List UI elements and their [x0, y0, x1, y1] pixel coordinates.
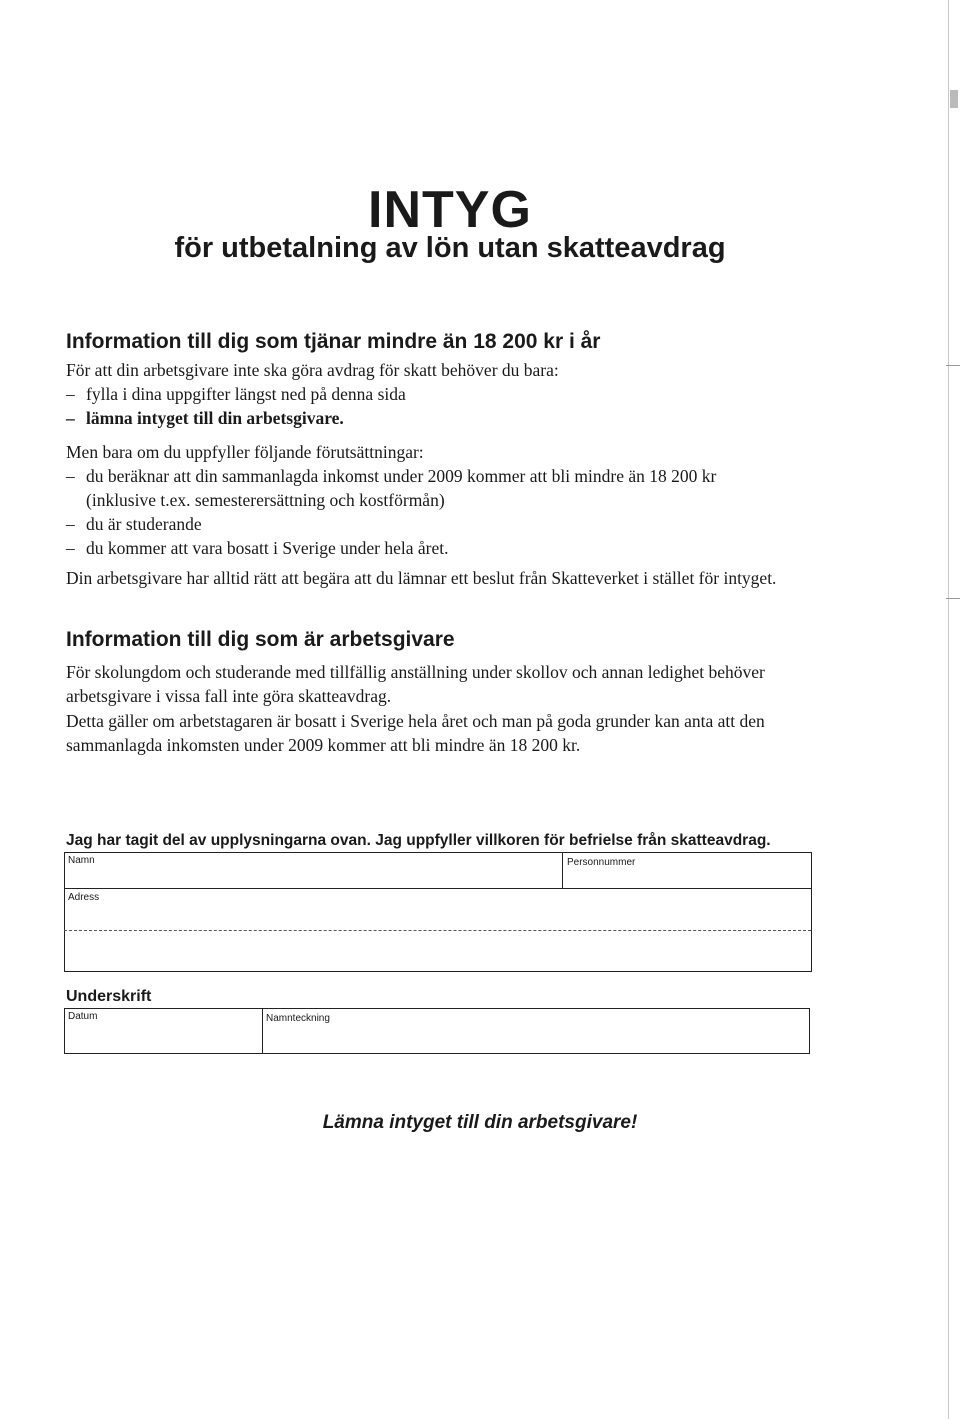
section1-intro: För att din arbetsgivare inte ska göra avdrag för skatt behöver du bara:	[66, 360, 559, 380]
conditions-intro: Men bara om du uppfyller följande förutsättningar:	[66, 442, 424, 462]
scan-edge-mark	[946, 365, 960, 366]
condition-text: du kommer att vara bosatt i Sverige under hela året.	[86, 538, 449, 558]
address-field[interactable]	[65, 889, 809, 969]
list-item: – du kommer att vara bosatt i Sverige under hela året.	[66, 538, 449, 558]
list-item: – lämna intyget till din arbetsgivare.	[66, 408, 344, 428]
condition-text: du är studerande	[86, 514, 202, 534]
scan-edge-line	[948, 0, 949, 1419]
section-heading-employer: Information till dig som är arbetsgivare	[66, 628, 455, 651]
list-item: – du beräknar att din sammanlagda inkomst under 2009 kommer att bli mindre än 18 200 kr	[66, 466, 717, 486]
declaration-text: Jag har tagit del av upplysningarna ovan. Jag uppfyller villkoren för befrielse från skatteavdrag.	[66, 832, 771, 849]
section-heading-student: Information till dig som tjänar mindre än 18 200 kr i år	[66, 330, 601, 353]
condition-continuation: (inklusive t.ex. semesterersättning och kostförmån)	[86, 490, 445, 510]
signature-heading: Underskrift	[66, 988, 152, 1005]
list-item: – du är studerande	[66, 514, 202, 534]
section2-paragraph: sammanlagda inkomsten under 2009 kommer att bli mindre än 18 200 kr.	[66, 735, 581, 755]
scan-edge-mark	[950, 90, 958, 108]
scan-edge-mark	[946, 598, 960, 599]
footer-call-to-action: Lämna intyget till din arbetsgivare!	[322, 1112, 638, 1133]
page-subtitle: för utbetalning av lön utan skatteavdrag	[174, 232, 726, 264]
step-text: fylla i dina uppgifter längst ned på denna sida	[86, 384, 406, 404]
address-label: Adress	[68, 892, 100, 903]
personnummer-label: Personnummer	[567, 857, 636, 868]
name-label: Namn	[68, 855, 95, 866]
section2-paragraph: arbetsgivare i vissa fall inte göra skatteavdrag.	[66, 686, 392, 706]
date-label: Datum	[68, 1011, 98, 1022]
signature-label: Namnteckning	[266, 1013, 330, 1024]
section2-paragraph: För skolungdom och studerande med tillfällig anställning under skollov och annan ledighet behöver	[66, 662, 765, 682]
name-field[interactable]	[65, 853, 561, 888]
condition-text: du beräknar att din sammanlagda inkomst under 2009 kommer att bli mindre än 18 200 kr	[86, 466, 717, 486]
list-item: – fylla i dina uppgifter längst ned på denna sida	[66, 384, 406, 404]
section2-paragraph: Detta gäller om arbetstagaren är bosatt i Sverige hela året och man på goda grunder kan anta att den	[66, 711, 765, 731]
page-title: INTYG	[368, 181, 532, 239]
employer-note: Din arbetsgivare har alltid rätt att begära att du lämnar ett beslut från Skatteverket i stället för intyget.	[66, 568, 777, 588]
signature-field[interactable]	[263, 1009, 807, 1051]
step-text: lämna intyget till din arbetsgivare.	[86, 408, 344, 428]
